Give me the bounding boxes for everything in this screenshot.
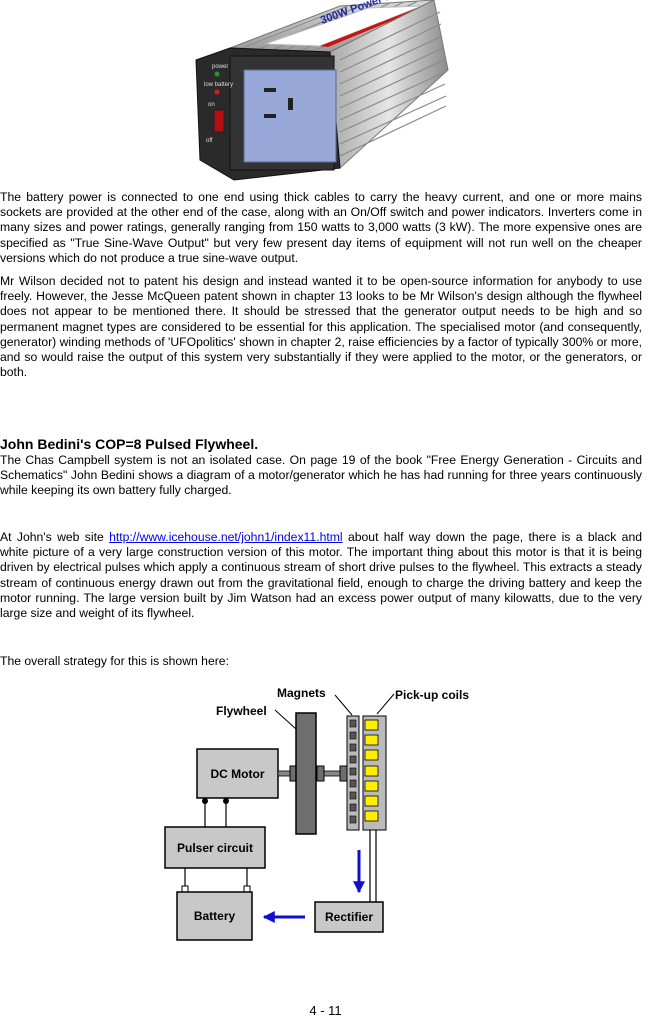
dc-motor-label: DC Motor	[210, 767, 265, 781]
paragraph-inverters: The battery power is connected to one end using thick cables to carry the heavy current, and one or more mains sockets are provided at the other end of the case, along with an On/Off switch and power indicators. Inverters come in many sizes and power ratings, generally ranging from 150 watts to 3,000 watts (3 kW). The more expensive ones are specified as "True Sine-Wave Output" but very few present day items of equipment will not run well on the cheaper versions which do not produce a true sine-wave output.	[0, 190, 642, 265]
section-heading: John Bedini's COP=8 Pulsed Flywheel.	[0, 436, 259, 452]
magnets-label: Magnets	[277, 686, 326, 700]
power-led-icon	[215, 72, 220, 77]
pickup-coils	[365, 720, 378, 821]
on-label: on	[208, 102, 215, 108]
flywheel-diagram	[160, 680, 485, 950]
paragraph-website	[0, 530, 642, 621]
website-link[interactable]: http://www.icehouse.net/john1/index11.html	[109, 530, 343, 544]
coupling-mid	[317, 766, 324, 781]
pickup-coils-label: Pick-up coils	[395, 688, 470, 702]
website-text-before: At John's web site	[0, 530, 110, 544]
inverter-photo	[190, 0, 450, 182]
pulser-circuit-box	[165, 827, 265, 868]
flywheel	[296, 713, 316, 834]
dc-motor-box	[197, 749, 278, 798]
power-label: power	[212, 64, 229, 70]
page-number: 4 - 11	[309, 1003, 342, 1018]
power-switch-icon	[214, 110, 224, 132]
inverter-brand-text: 300W Power	[318, 0, 384, 27]
flywheel-label: Flywheel	[216, 704, 267, 718]
low-battery-label: low battery	[204, 82, 234, 88]
website-text-after: about half way down the page, there is a black and white picture of a very large construction version of this motor. The important thing about this motor is that it is being driven by electrical pulses which apply a continuous stream of short drive pulses to the flywheel. This extracts a steady stream of continuous energy drawn out from the gravitational field, enough to charge the driving battery and keep the motor running. The large version built by Jim Watson had an excess power output of many kilowatts, due to the very large size and weight of its flywheel.	[0, 530, 642, 621]
low-battery-led-icon	[215, 90, 220, 95]
battery-label: Battery	[193, 909, 236, 923]
paragraph-campbell: The Chas Campbell system is not an isolated case. On page 19 of the book "Free Energy Generation - Circuits and Schematics" John Bedini shows a diagram of a motor/generator which he has had running for three years continuously while keeping its own battery fully charged.	[0, 453, 642, 498]
rectifier-box	[315, 902, 383, 932]
paragraph-wilson: Mr Wilson decided not to patent his design and instead wanted it to be open-source information for anybody to use freely. However, the Jesse McQueen patent shown in chapter 13 looks to be Mr Wilson's design although the flywheel does not appear to be mentioned there. It should be stressed that the generator output needs to be high and so permanent magnet types are considered to be essential for this application. The specialised motor (and consequently, generator) winding methods of 'UFOpolitics' shown in chapter 2, raise efficiencies by a factor of typically 300% or more, and so would raise the output of this system very substantially if they were applied to the motor, or the generators, or both.	[0, 274, 642, 380]
paragraph-strategy: The overall strategy for this is shown here:	[0, 654, 229, 668]
pulser-circuit-label: Pulser circuit	[176, 841, 254, 855]
coupling-right	[340, 766, 347, 781]
battery-box	[177, 892, 252, 940]
rectifier-label: Rectifier	[324, 910, 374, 924]
off-label: off	[206, 138, 213, 144]
